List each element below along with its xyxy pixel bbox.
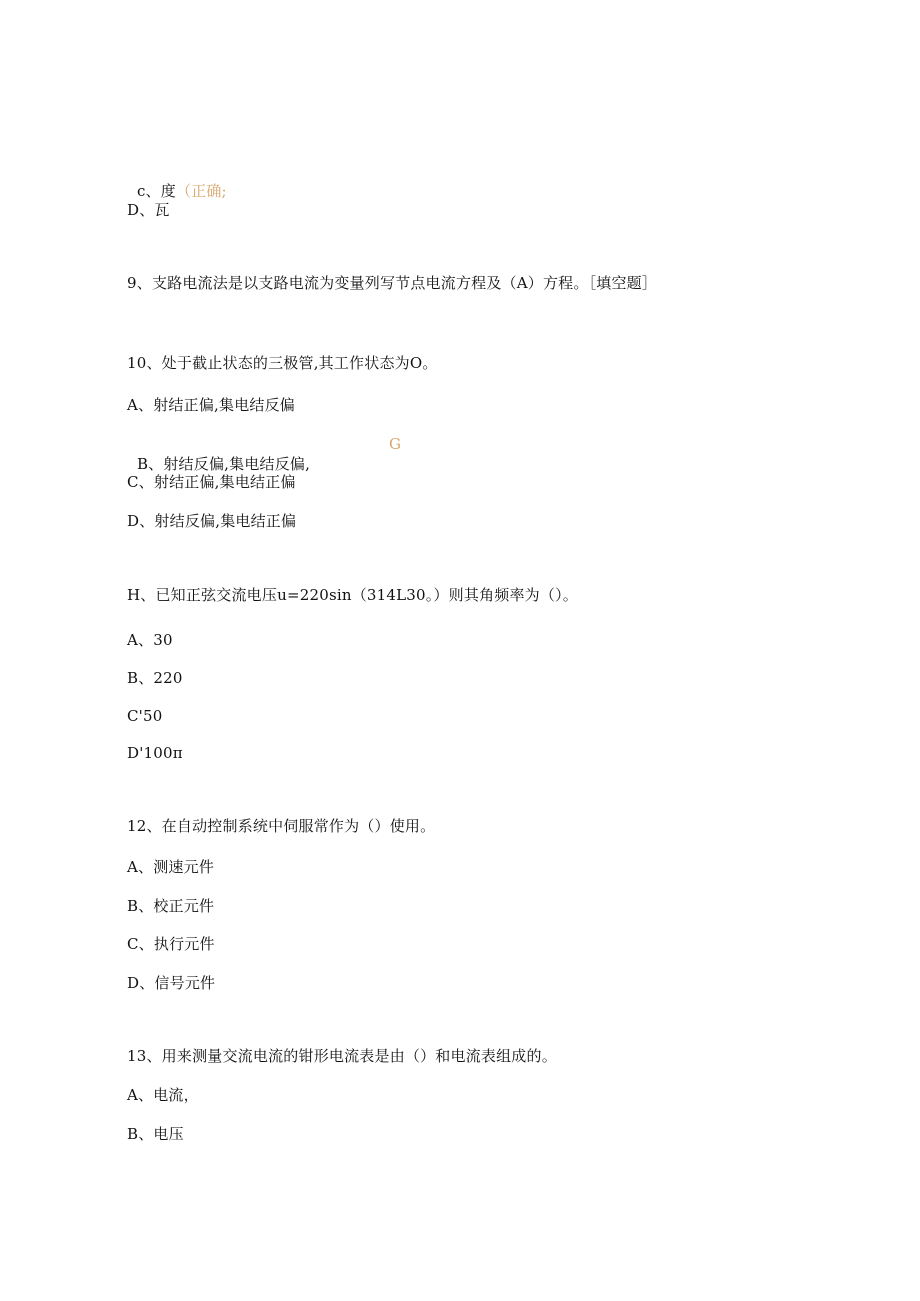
q12-option-d: D、信号元件 [127, 974, 216, 992]
q9-question: 9、支路电流法是以支路电流为变量列写节点电流方程及（A）方程。［填空题］ [127, 274, 658, 292]
q11-option-b: B、220 [127, 669, 183, 687]
q11-option-c: C'50 [127, 707, 163, 725]
q10-question: 10、处于截止状态的三极管,其工作状态为O。 [127, 354, 438, 372]
q13-question: 13、用来测量交流电流的钳形电流表是由（）和电流表组成的。 [127, 1047, 557, 1065]
q11-option-a: A、30 [127, 631, 173, 649]
q13-option-b: B、电压 [127, 1125, 184, 1143]
q10-option-a: A、射结正偏,集电结反偏 [127, 396, 296, 414]
q12-question: 12、在自动控制系统中伺服常作为（）使用。 [127, 817, 436, 835]
q12-option-c: C、执行元件 [127, 935, 215, 953]
q10-option-b [127, 434, 310, 474]
q11-option-d: D'100π [127, 744, 183, 762]
q12-option-a: A、测速元件 [127, 858, 215, 876]
q12-option-b: B、校正元件 [127, 897, 215, 915]
q8-option-c-mark: （正确; [175, 182, 227, 200]
q10-option-b-mark: G [389, 435, 402, 453]
q13-option-a: A、电流， [127, 1086, 199, 1104]
q10-option-d: D、射结反偏,集电结正偏 [127, 512, 297, 530]
q8-option-c-label: c、度 [136, 182, 176, 200]
q8-option-c [127, 161, 227, 201]
q8-option-d: D、瓦 [127, 201, 170, 219]
q10-option-b-text: B、射结反偏,集电结反偏, [136, 455, 311, 473]
q11-question: H、已知正弦交流电压u=220sin（314L30。）则其角频率为（）。 [127, 586, 578, 604]
q10-option-c: C、射结正偏,集电结正偏 [127, 473, 296, 491]
